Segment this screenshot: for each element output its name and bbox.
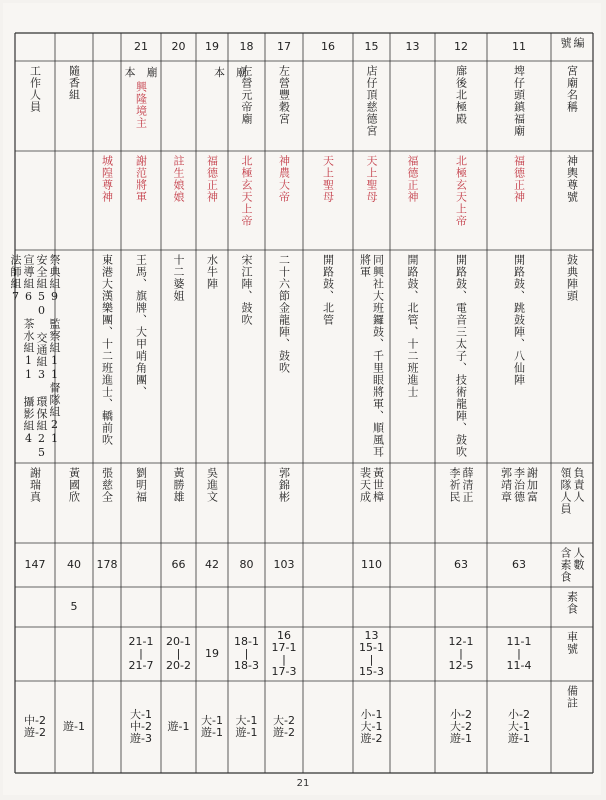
col-leader bbox=[16, 467, 54, 541]
col-temple-text: 埤仔頭鎮福廟 bbox=[512, 65, 526, 137]
header-veg bbox=[552, 591, 592, 625]
col-leader bbox=[436, 467, 486, 541]
col-troupe-text: 二十六節金龍陣、鼓吹 bbox=[277, 254, 291, 374]
col-troupe-text: 王馬、旗牌、大甲哨角團、 bbox=[134, 254, 148, 398]
col-number: 19 bbox=[205, 40, 219, 53]
page-number: 21 bbox=[296, 778, 310, 789]
col-number bbox=[15, 33, 55, 61]
col-count: 66 bbox=[171, 558, 186, 571]
col-deity bbox=[391, 155, 434, 248]
col-troupe-text: 水牛陣 bbox=[205, 254, 219, 290]
col-deity-text: 天上聖母 bbox=[321, 155, 335, 203]
col-leader-text: 劉明福 bbox=[134, 467, 148, 503]
col-temple-text: 左營元帝廟 bbox=[240, 65, 253, 125]
col-troupe bbox=[229, 254, 264, 461]
col-deity-text: 北極玄天上帝 bbox=[454, 155, 468, 227]
col-deity bbox=[354, 155, 389, 248]
col-number bbox=[55, 33, 93, 61]
col-leader bbox=[354, 467, 389, 541]
col-leader-text: 郭錦彬 bbox=[277, 467, 291, 503]
col-temple-text: 店仔頂慈德宮 bbox=[365, 65, 378, 137]
col-leader bbox=[122, 467, 160, 541]
col-temple bbox=[266, 65, 302, 149]
col-number: 11 bbox=[512, 40, 526, 53]
merged-temple-label-21: 本 廟 bbox=[124, 66, 158, 79]
col-leader-text: 謝瑞真 bbox=[28, 467, 42, 503]
col-number bbox=[93, 33, 121, 61]
col-count: 63 bbox=[512, 558, 526, 571]
col-number: 16 bbox=[321, 40, 335, 53]
header-count bbox=[552, 547, 592, 585]
col-deity-text: 神農大帝 bbox=[277, 155, 291, 203]
col-deity-text: 城隍尊神 bbox=[100, 155, 114, 203]
col-deity bbox=[122, 155, 160, 248]
col-count: 80 bbox=[239, 558, 254, 571]
header-number bbox=[552, 37, 592, 59]
col-troupe bbox=[9, 254, 61, 461]
col-leader-text: 黃勝雄 bbox=[172, 467, 185, 503]
col-leader bbox=[94, 467, 120, 541]
col-troupe-text: 開路鼓、北管、十二班進士 bbox=[406, 254, 419, 398]
col-temple bbox=[354, 65, 389, 149]
col-temple-text: 廍後北極殿 bbox=[454, 65, 468, 125]
col-number: 12 bbox=[454, 40, 468, 53]
header-car-text: 車號 bbox=[565, 631, 579, 655]
header-troupe bbox=[552, 254, 592, 461]
header-deity-text: 神輿尊號 bbox=[565, 155, 579, 203]
col-number: 15 bbox=[364, 40, 379, 53]
col-car: 16 17-1 | 17-3 bbox=[271, 629, 297, 678]
col-count: 40 bbox=[67, 558, 81, 571]
header-leader bbox=[552, 467, 592, 541]
col-deity bbox=[436, 155, 486, 248]
col-troupe bbox=[162, 254, 195, 461]
col-troupe-text: 宋江陣、鼓吹 bbox=[240, 254, 253, 326]
col-troupe bbox=[122, 254, 160, 461]
col-number: 13 bbox=[405, 40, 420, 53]
header-temple-text: 宮廟名稱 bbox=[565, 65, 579, 113]
col-deity-text: 福德正神 bbox=[512, 155, 526, 203]
col-note: 小-2 大-1 遊-1 bbox=[508, 708, 530, 745]
col-temple bbox=[16, 65, 54, 149]
col-count: 178 bbox=[96, 558, 118, 571]
col-deity bbox=[197, 155, 227, 248]
col-car: 11-1 | 11-4 bbox=[506, 635, 532, 672]
col-car: 20-1 | 20-2 bbox=[166, 635, 191, 672]
col-leader-text: 黃世樟 裴天成 bbox=[358, 467, 385, 503]
temple-21-sub-text: 興隆境主 bbox=[134, 81, 148, 129]
col-note: 大-1 中-2 遊-3 bbox=[130, 708, 152, 745]
col-temple-text: 隨香組 bbox=[67, 65, 81, 101]
col-troupe bbox=[488, 254, 550, 461]
col-troupe bbox=[197, 254, 227, 461]
col-troupe-text: 開路鼓、北管 bbox=[321, 254, 335, 326]
col-note: 小-2 大-2 遊-1 bbox=[450, 708, 472, 745]
col-leader bbox=[162, 467, 195, 541]
col-deity bbox=[266, 155, 302, 248]
col-temple bbox=[488, 65, 550, 149]
header-car bbox=[552, 631, 592, 679]
header-temple bbox=[552, 65, 592, 149]
col-troupe bbox=[391, 254, 434, 461]
header-deity bbox=[552, 155, 592, 248]
col-leader-text: 黃國欣 bbox=[67, 467, 81, 503]
col-temple-text: 工作人員 bbox=[28, 65, 42, 113]
col-leader bbox=[197, 467, 227, 541]
col-note: 大-1 遊-1 bbox=[235, 714, 258, 739]
temple-21-sub bbox=[122, 81, 160, 149]
header-note bbox=[552, 685, 592, 771]
col-note: 遊-1 bbox=[167, 720, 190, 733]
col-deity-text: 天上聖母 bbox=[365, 155, 378, 203]
col-count: 147 bbox=[24, 558, 46, 571]
col-count: 103 bbox=[273, 558, 295, 571]
col-count: 110 bbox=[361, 558, 382, 571]
header-leader-text: 負責人 領隊人員 bbox=[559, 467, 585, 515]
col-leader-text: 謝加富 李治德 郭靖章 bbox=[499, 467, 539, 503]
col-deity-text: 註生娘娘 bbox=[172, 155, 185, 203]
header-veg-text: 素食 bbox=[565, 591, 579, 615]
header-note-text: 備註 bbox=[565, 685, 579, 709]
col-deity bbox=[304, 155, 352, 248]
col-troupe bbox=[354, 254, 389, 461]
col-number: 18 bbox=[239, 40, 254, 53]
col-leader-text: 薛清正 李祈民 bbox=[448, 467, 474, 503]
col-note: 中-2 遊-2 bbox=[24, 714, 46, 739]
col-car: 18-1 | 18-3 bbox=[234, 635, 259, 672]
header-number-text: 編號 bbox=[559, 37, 585, 49]
col-note: 遊-1 bbox=[63, 720, 85, 733]
col-number: 20 bbox=[171, 40, 186, 53]
col-troupe-text: 祭典組9 監察組11督隊組21 安全組50 交通組3 環保組25 宣導組6 茶水組11 攝影組4 法師組7 bbox=[9, 254, 61, 460]
col-leader-text: 張慈全 bbox=[100, 467, 114, 503]
col-leader bbox=[488, 467, 550, 541]
col-note: 大-1 遊-1 bbox=[201, 714, 223, 739]
col-troupe-text: 十二婆姐 bbox=[172, 254, 185, 302]
col-note: 小-1 大-1 遊-2 bbox=[360, 708, 383, 745]
col-count: 63 bbox=[454, 558, 468, 571]
col-car: 21-1 | 21-7 bbox=[128, 635, 154, 672]
col-temple-text: 左營豐穀宮 bbox=[277, 65, 291, 125]
col-note: 大-2 遊-2 bbox=[273, 714, 295, 739]
col-troupe bbox=[304, 254, 352, 461]
col-troupe-text: 東港大漢樂團、十二班進士、轎前吹 bbox=[100, 254, 114, 446]
col-deity-text: 謝范將軍 bbox=[134, 155, 148, 203]
col-leader-text: 吳進文 bbox=[205, 467, 219, 503]
col-deity bbox=[488, 155, 550, 248]
col-number: 17 bbox=[277, 40, 291, 53]
col-troupe-text: 同興社大班鑼鼓、千里眼將軍、順風耳將軍 bbox=[358, 254, 385, 458]
col-number: 21 bbox=[134, 40, 148, 53]
col-deity bbox=[162, 155, 195, 248]
col-deity bbox=[94, 155, 120, 248]
col-car: 13 15-1 | 15-3 bbox=[359, 629, 384, 678]
col-count: 42 bbox=[205, 558, 219, 571]
col-deity-text: 北極玄天上帝 bbox=[240, 155, 253, 227]
header-troupe-text: 鼓典陣頭 bbox=[565, 254, 579, 302]
merged-temple-label: 本 廟 bbox=[214, 66, 247, 79]
col-troupe-text: 開路鼓、電音三太子、技術龍陣、鼓吹 bbox=[454, 254, 468, 458]
col-troupe bbox=[94, 254, 120, 461]
col-leader bbox=[56, 467, 92, 541]
col-deity-text: 福德正神 bbox=[406, 155, 419, 203]
col-veg: 5 bbox=[70, 600, 78, 613]
header-count-text: 人數 含素食 bbox=[559, 547, 585, 583]
col-deity bbox=[229, 155, 264, 248]
col-temple bbox=[56, 65, 92, 149]
col-troupe bbox=[436, 254, 486, 461]
col-deity-text: 福德正神 bbox=[205, 155, 219, 203]
col-temple bbox=[436, 65, 486, 149]
col-car: 19 bbox=[205, 647, 219, 660]
document-page bbox=[3, 3, 601, 795]
col-leader bbox=[266, 467, 302, 541]
col-troupe-text: 開路鼓、跳鼓陣、八仙陣 bbox=[512, 254, 526, 386]
col-troupe bbox=[266, 254, 302, 461]
col-car: 12-1 | 12-5 bbox=[448, 635, 474, 672]
